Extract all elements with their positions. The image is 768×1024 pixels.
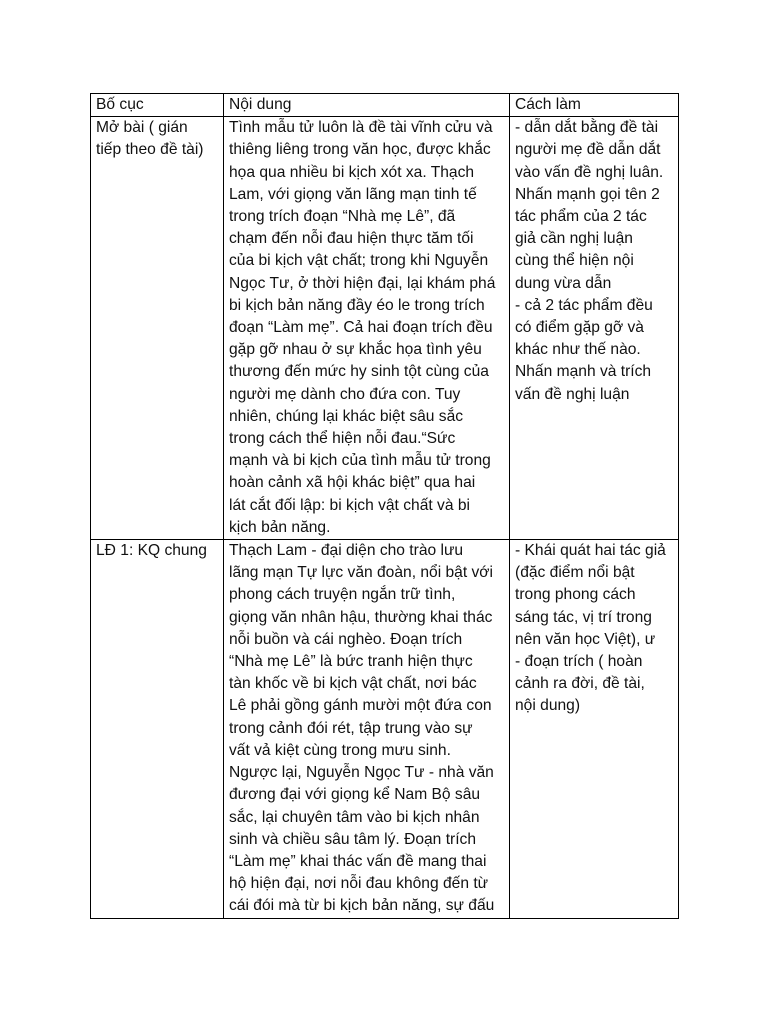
row-method-cell: - Khái quát hai tác giả (đặc điểm nổi bật trong phong cách sáng tác, vị trí trong nên văn học Việt), ư - đoạn trích ( hoàn cảnh ra đời, đề tài, nội dung) — [510, 540, 679, 918]
table-row — [91, 117, 679, 540]
row-part-cell: Mở bài ( gián tiếp theo đề tài) — [91, 117, 224, 540]
table-header-row — [91, 94, 679, 117]
row-part-cell: LĐ 1: KQ chung — [91, 540, 224, 918]
header-structure: Bố cục — [91, 94, 224, 117]
row-content-cell: Tình mẫu tử luôn là đề tài vĩnh cửu và thiêng liêng trong văn học, được khắc họa qua nhiều bi kịch xót xa. Thạch Lam, với giọng văn lãng mạn tinh tế trong trích đoạn “Nhà mẹ Lê”, đã chạm đến nỗi đau hiện thực tăm tối của bi kịch vật chất; trong khi Nguyễn Ngọc Tư, ở thời hiện đại, lại khám phá bi kịch bản năng đầy éo le trong trích đoạn “Làm mẹ”. Cả hai đoạn trích đều gặp gỡ nhau ở sự khắc họa tình yêu thương đến mức hy sinh tột cùng của người mẹ dành cho đứa con. Tuy nhiên, chúng lại khác biệt sâu sắc trong cách thể hiện nỗi đau.“Sức mạnh và bi kịch của tình mẫu tử trong hoàn cảnh xã hội khác biệt” qua hai lát cắt đối lập: bi kịch vật chất và bi kịch bản năng. — [224, 117, 510, 540]
row-content-cell: Thạch Lam - đại diện cho trào lưu lãng mạn Tự lực văn đoàn, nổi bật với phong cách truyện ngắn trữ tình, giọng văn nhân hậu, thường khai thác nỗi buồn và cái nghèo. Đoạn trích “Nhà mẹ Lê” là bức tranh hiện thực tàn khốc về bi kịch vật chất, nơi bác Lê phải gồng gánh mười một đứa con trong cảnh đói rét, tập trung vào sự vất vả kiệt cùng trong mưu sinh. Ngược lại, Nguyễn Ngọc Tư - nhà văn đương đại với giọng kể Nam Bộ sâu sắc, lại chuyên tâm vào bi kịch nhân sinh và chiều sâu tâm lý. Đoạn trích “Làm mẹ” khai thác vấn đề mang thai hộ hiện đại, nơi nỗi đau không đến từ cái đói mà từ bi kịch bản năng, sự đấu — [224, 540, 510, 918]
header-content: Nội dung — [224, 94, 510, 117]
header-method: Cách làm — [510, 94, 679, 117]
table-row — [91, 540, 679, 918]
outline-table — [90, 93, 679, 919]
row-method-cell: - dẫn dắt bằng đề tài người mẹ đề dẫn dắt vào vấn đề nghị luân. Nhấn mạnh gọi tên 2 tác phẩm của 2 tác giả cần nghị luận cùng thể hiện nội dung vừa dẫn - cả 2 tác phẩm đều có điểm gặp gỡ và khác như thế nào. Nhấn mạnh và trích vấn đề nghị luận — [510, 117, 679, 540]
